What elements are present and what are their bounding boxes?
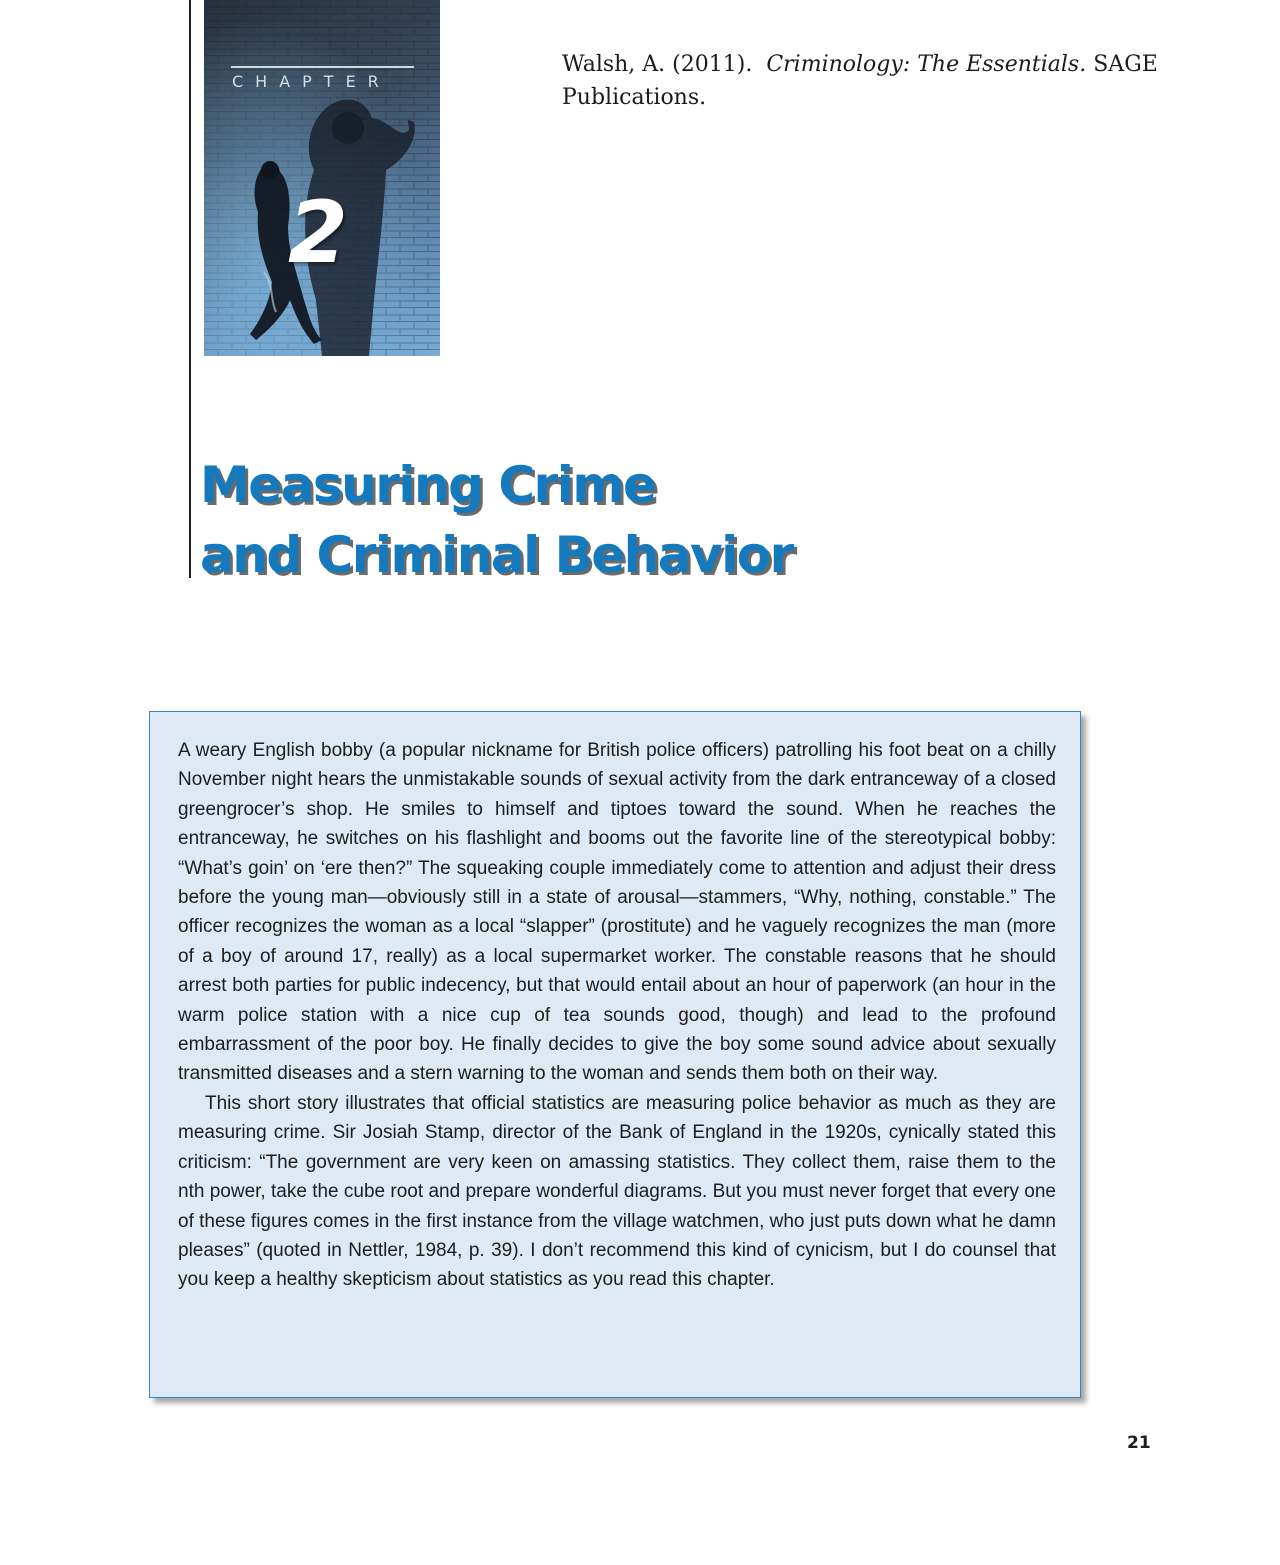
chapter-label: CHAPTER	[232, 72, 391, 91]
vignette-text	[178, 736, 1056, 1295]
chapter-number: 2	[288, 183, 348, 283]
chapter-title-line-2: and Criminal Behavior	[200, 526, 793, 584]
chapter-rule	[231, 66, 414, 68]
margin-rule	[189, 0, 191, 578]
chapter-opener-image	[204, 0, 440, 356]
chapter-title	[200, 450, 1100, 590]
vignette-paragraph-2: This short story illustrates that official statistics are measuring police behavior as much as they are measuring crime. Sir Josiah Stamp, director of the Bank of England in the 1920s, cynically stated this criticism: “The government are very keen on amassing statistics. They collect them, raise them to the nth power, take the cube root and prepare wonderful diagrams. But you must never forget that every one of these figures comes in the first instance from the village watchmen, who just puts down what he damn pleases” (quoted in Nettler, 1984, p. 39). I don’t recommend this kind of cynicism, but I do counsel that you keep a healthy skepticism about statistics as you read this chapter.	[178, 1092, 1056, 1291]
citation-author-year: Walsh, A. (2011).	[562, 52, 753, 77]
wall-silhouette-illustration	[204, 0, 440, 356]
page-number: 21	[1127, 1433, 1151, 1453]
opening-vignette-box	[149, 711, 1081, 1398]
citation	[562, 48, 1162, 114]
citation-book-title: Criminology: The Essentials.	[766, 52, 1087, 77]
citation-publisher: SAGE Publications.	[562, 52, 1158, 110]
chapter-title-line-1: Measuring Crime	[200, 456, 656, 514]
vignette-paragraph-1: A weary English bobby (a popular nickname for British police officers) patrolling his foot beat on a chilly November night hears the unmistakable sounds of sexual activity from the dark entranceway of a closed greengrocer’s shop. He smiles to himself and tiptoes toward the sound. When he reaches the entranceway, he switches on his flashlight and booms out the favorite line of the stereotypical bobby: “What’s goin’ on ‘ere then?” The squeaking couple immediately come to attention and adjust their dress before the young man—obviously still in a state of arousal—stammers, “Why, nothing, constable.” The officer recognizes the woman as a local “slapper” (prostitute) and he vaguely recognizes the man (more of a boy of around 17, really) as a local supermarket worker. The constable reasons that he should arrest both parties for public indecency, but that would entail about an hour of paperwork (an hour in the warm police station with a nice cup of tea sounds good, though) and lead to the profound embarrassment of the poor boy. He finally decides to give the boy some sound advice about sexually transmitted diseases and a stern warning to the woman and sends them both on their way.	[178, 740, 1056, 1085]
